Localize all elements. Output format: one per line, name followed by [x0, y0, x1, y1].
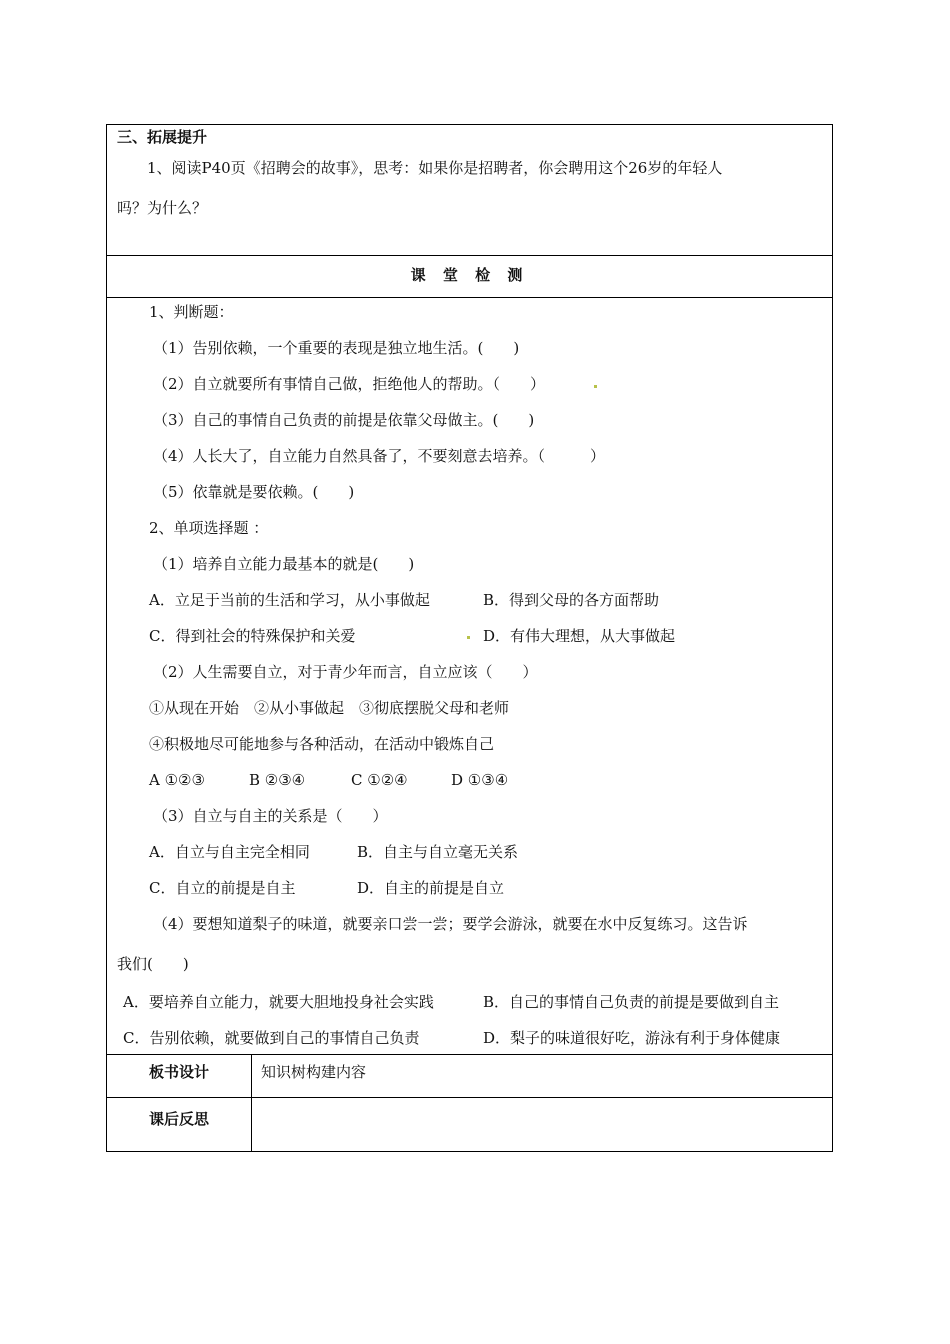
- test-title: 课 堂 检 测: [410, 266, 529, 284]
- choice-question-cont: 我们( ): [117, 955, 189, 973]
- statement-list: ④积极地尽可能地参与各种活动，在活动中锻炼自己: [149, 735, 495, 753]
- choice-question: （4）要想知道梨子的味道，就要亲口尝一尝；要学会游泳，就要在水中反复练习。这告诉: [153, 915, 748, 933]
- stray-mark: [467, 636, 470, 639]
- option-b: B．自己的事情自己负责的前提是要做到自主: [483, 993, 780, 1011]
- option-a: A．要培养自立能力，就要大胆地投身社会实践: [123, 993, 434, 1011]
- option-c: C．得到社会的特殊保护和关爱: [149, 627, 356, 645]
- choice-question: （1）培养自立能力最基本的就是( ): [153, 555, 415, 573]
- option-a: A．自立与自主完全相同: [149, 843, 310, 861]
- statement-list: ①从现在开始 ②从小事做起 ③彻底摆脱父母和老师: [149, 699, 510, 717]
- option-c: C．告别依赖，就要做到自己的事情自己负责: [123, 1029, 420, 1047]
- judge-item: （3）自己的事情自己负责的前提是依靠父母做主。( ): [153, 411, 535, 429]
- board-design-label: 板书设计: [148, 1063, 209, 1081]
- stray-mark: [594, 385, 597, 388]
- option-d: D．梨子的味道很好吃，游泳有利于身体健康: [483, 1029, 781, 1047]
- question-text: 1、阅读P40页《招聘会的故事》，思考：如果你是招聘者，你会聘用这个26岁的年轻人: [147, 159, 723, 177]
- test-content: [107, 298, 832, 1055]
- choice-question: （3）自立与自主的关系是（ ）: [153, 807, 388, 825]
- option-d: D．有伟大理想，从大事做起: [483, 627, 676, 645]
- option-a: A ①②③: [149, 771, 205, 789]
- judge-heading: 1、判断题：: [149, 303, 234, 321]
- question-text-cont: 吗？为什么？: [117, 199, 208, 217]
- board-design-content: 知识树构建内容: [261, 1063, 367, 1081]
- option-b: B ②③④: [249, 771, 306, 789]
- judge-item: （2）自立就要所有事情自己做，拒绝他人的帮助。（ ）: [153, 375, 546, 393]
- option-c: C ①②④: [351, 771, 408, 789]
- option-c: C．自立的前提是自主: [149, 879, 296, 897]
- column-divider: [251, 1055, 252, 1097]
- option-b: B．得到父母的各方面帮助: [483, 591, 660, 609]
- choice-question: （2）人生需要自立，对于青少年而言，自立应该（ ）: [153, 663, 538, 681]
- board-design-row: [107, 1055, 832, 1098]
- reflection-row: [107, 1098, 832, 1151]
- option-d: D ①③④: [451, 771, 509, 789]
- section-expansion: [107, 125, 832, 256]
- option-d: D．自主的前提是自立: [357, 879, 505, 897]
- section-heading: 三、拓展提升: [117, 128, 208, 146]
- choice-heading: 2、单项选择题 ：: [149, 519, 269, 537]
- judge-item: （4）人长大了，自立能力自然具备了，不要刻意去培养。（ ）: [153, 447, 606, 465]
- judge-item: （1）告别依赖，一个重要的表现是独立地生活。( ): [153, 339, 520, 357]
- option-b: B．自主与自立毫无关系: [357, 843, 519, 861]
- lesson-table: [106, 124, 833, 1152]
- column-divider: [251, 1098, 252, 1151]
- reflection-label: 课后反思: [148, 1110, 209, 1128]
- judge-item: （5）依靠就是要依赖。( ): [153, 483, 355, 501]
- option-a: A．立足于当前的生活和学习，从小事做起: [149, 591, 430, 609]
- test-title-row: [107, 256, 832, 298]
